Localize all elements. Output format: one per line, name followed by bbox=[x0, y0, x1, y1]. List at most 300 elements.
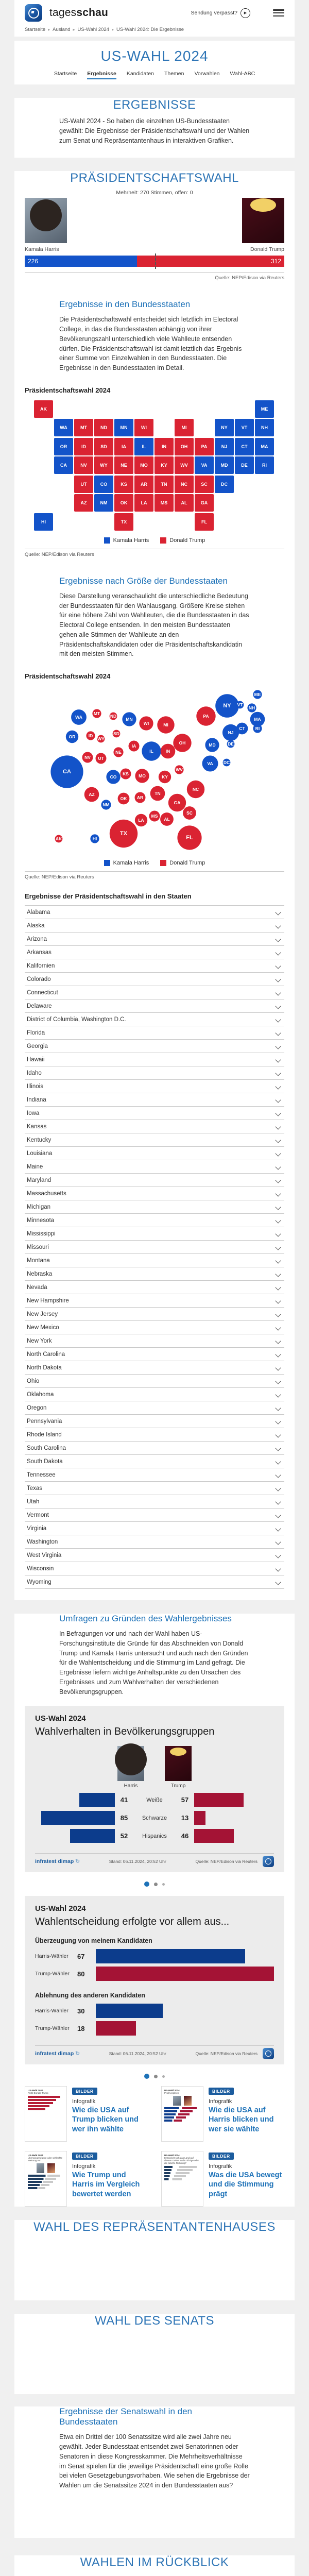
breadcrumb-item[interactable]: Startseite bbox=[25, 27, 46, 32]
demographics-bars bbox=[35, 1791, 274, 1845]
chevron-down-icon bbox=[275, 1325, 281, 1330]
state-tile-NJ[interactable]: NJ bbox=[215, 438, 234, 455]
harris-photo-small bbox=[117, 1746, 144, 1781]
chevron-down-icon bbox=[275, 1499, 281, 1504]
tagesschau-mini-logo bbox=[263, 1856, 274, 1867]
state-accordion-row[interactable] bbox=[25, 1308, 284, 1321]
state-accordion-row[interactable] bbox=[25, 1549, 284, 1562]
state-accordion-label: Wyoming bbox=[27, 1579, 52, 1585]
state-tile-SC[interactable]: SC bbox=[195, 476, 214, 493]
trump-photo bbox=[242, 198, 284, 243]
state-tile-AK[interactable]: AK bbox=[34, 400, 53, 418]
breadcrumb-separator: ▸ bbox=[73, 27, 75, 32]
state-tile-KY[interactable]: KY bbox=[154, 456, 174, 474]
chevron-down-icon bbox=[275, 1284, 281, 1290]
state-tile-AZ[interactable]: AZ bbox=[74, 494, 93, 512]
state-tile-IL[interactable]: IL bbox=[134, 438, 153, 455]
state-accordion-label: Missouri bbox=[27, 1244, 49, 1250]
state-bubble-label: NJ bbox=[228, 730, 234, 735]
state-bubble-label: AK bbox=[55, 836, 62, 841]
sendung-verpasst-label: Sendung verpasst? bbox=[191, 10, 237, 16]
state-tile-OR[interactable]: OR bbox=[54, 438, 73, 455]
breadcrumb-separator: ▸ bbox=[111, 27, 114, 32]
state-accordion-label: Alaska bbox=[27, 922, 45, 929]
state-accordion-label: South Dakota bbox=[27, 1458, 63, 1465]
state-accordion-row[interactable] bbox=[25, 1133, 284, 1147]
state-accordion-row[interactable] bbox=[25, 1026, 284, 1040]
value-label: 18 bbox=[77, 2024, 85, 2032]
state-bubble-label: IN bbox=[165, 749, 170, 754]
state-tile-LA[interactable]: LA bbox=[134, 494, 153, 512]
breadcrumb-separator: ▸ bbox=[48, 27, 50, 32]
cartogram-label: Präsidentschaftswahl 2024 bbox=[25, 672, 111, 680]
state-accordion-label: Kansas bbox=[27, 1123, 47, 1130]
state-accordion-row[interactable] bbox=[25, 1214, 284, 1227]
breadcrumb-item[interactable]: US-Wahl 2024 bbox=[77, 27, 109, 32]
chevron-down-icon bbox=[275, 1298, 281, 1303]
state-accordion-label: Minnesota bbox=[27, 1217, 55, 1224]
state-accordion-row[interactable] bbox=[25, 946, 284, 959]
teaser-card[interactable] bbox=[25, 2086, 148, 2142]
chevron-down-icon bbox=[275, 1512, 281, 1518]
chart-title: Wahlentscheidung erfolgte vor allem aus... bbox=[35, 1916, 230, 1928]
state-accordion-row[interactable] bbox=[25, 1415, 284, 1428]
teaser-title[interactable]: Wie die USA auf Trump blicken und wer ihn wählte bbox=[72, 2106, 139, 2133]
tab-vorwahlen[interactable]: Vorwahlen bbox=[194, 71, 220, 77]
demographics-row bbox=[35, 1827, 274, 1845]
state-tile-WI[interactable]: WI bbox=[134, 419, 153, 436]
title-card bbox=[14, 41, 295, 84]
state-accordion-row[interactable] bbox=[25, 1254, 284, 1267]
breadcrumb-item[interactable]: US-Wahl 2024: Die Ergebnisse bbox=[116, 27, 184, 32]
rep-bar bbox=[96, 1967, 274, 1981]
state-tile-VA[interactable]: VA bbox=[195, 456, 214, 474]
state-accordion-row[interactable] bbox=[25, 1294, 284, 1308]
teaser-title[interactable]: Wie die USA auf Harris blicken und wer sie wählte bbox=[209, 2106, 274, 2133]
chevron-down-icon bbox=[275, 1392, 281, 1397]
state-tile-UT[interactable]: UT bbox=[74, 476, 93, 493]
state-bubble-label: CT bbox=[239, 726, 245, 731]
state-accordion-label: Indiana bbox=[27, 1096, 46, 1103]
state-accordion-row[interactable] bbox=[25, 1321, 284, 1334]
chevron-down-icon bbox=[275, 1539, 281, 1545]
dot[interactable] bbox=[162, 1883, 165, 1886]
state-accordion-row[interactable] bbox=[25, 1388, 284, 1401]
state-accordion-row[interactable] bbox=[25, 1535, 284, 1549]
legend-swatch bbox=[160, 860, 166, 866]
chevron-down-icon bbox=[275, 1177, 281, 1183]
state-tile-CO[interactable]: CO bbox=[94, 476, 113, 493]
legend-swatch bbox=[104, 537, 110, 544]
state-accordion-label: Pennsylvania bbox=[27, 1418, 62, 1425]
group-label: Schwarze bbox=[142, 1815, 167, 1821]
state-tile-TN[interactable]: TN bbox=[154, 476, 174, 493]
state-tile-VT[interactable]: VT bbox=[235, 419, 254, 436]
state-accordion-label: New Jersey bbox=[27, 1311, 58, 1317]
state-bubble-label: WY bbox=[97, 736, 105, 741]
state-accordion-row[interactable] bbox=[25, 1468, 284, 1482]
chevron-down-icon bbox=[275, 1311, 281, 1317]
state-tile-MO[interactable]: MO bbox=[134, 456, 153, 474]
state-tile-WA[interactable]: WA bbox=[54, 419, 73, 436]
state-bubble-label: OR bbox=[68, 734, 76, 739]
state-accordion-label: Washington bbox=[27, 1538, 58, 1545]
demographics-row bbox=[35, 1809, 274, 1827]
state-accordion-row[interactable] bbox=[25, 1428, 284, 1442]
state-bubble-label: IA bbox=[131, 743, 136, 749]
state-accordion-label: Rhode Island bbox=[27, 1431, 62, 1438]
state-tile-IA[interactable]: IA bbox=[114, 438, 133, 455]
state-tile-ND[interactable]: ND bbox=[94, 419, 113, 436]
chevron-down-icon bbox=[275, 1378, 281, 1384]
state-bubble-label: NC bbox=[192, 787, 199, 792]
harris-value: 52 bbox=[120, 1832, 128, 1840]
state-accordion-row[interactable] bbox=[25, 986, 284, 999]
state-tile-MN[interactable]: MN bbox=[114, 419, 133, 436]
state-tile-AL[interactable]: AL bbox=[175, 494, 194, 512]
state-tile-NM[interactable]: NM bbox=[94, 494, 113, 512]
state-accordion-row[interactable] bbox=[25, 999, 284, 1013]
state-tile-MT[interactable]: MT bbox=[74, 419, 93, 436]
group-label: Hispanics bbox=[142, 1833, 167, 1839]
column-label-harris: Harris bbox=[124, 1783, 138, 1789]
play-icon: ▶ bbox=[241, 8, 250, 18]
state-bubble-label: MA bbox=[254, 717, 261, 722]
chevron-down-icon bbox=[275, 1418, 281, 1424]
state-accordion-label: Delaware bbox=[27, 1003, 52, 1009]
rep-bar bbox=[96, 2021, 136, 2036]
dot[interactable] bbox=[154, 2075, 158, 2078]
state-tile-DC[interactable]: DC bbox=[215, 476, 234, 493]
state-tile-OH[interactable]: OH bbox=[175, 438, 194, 455]
state-tile-RI[interactable]: RI bbox=[255, 456, 274, 474]
state-bubble-label: MS bbox=[151, 814, 158, 819]
state-accordion-row[interactable] bbox=[25, 1241, 284, 1254]
state-accordion-row[interactable] bbox=[25, 1455, 284, 1468]
stand-label: Stand: 06.11.2024, 20:52 Uhr bbox=[109, 2051, 166, 2057]
state-accordion-row[interactable] bbox=[25, 1495, 284, 1509]
dot-active[interactable] bbox=[144, 2074, 149, 2079]
state-bubble-label: VA bbox=[207, 761, 213, 766]
state-accordion-label: Kentucky bbox=[27, 1137, 52, 1143]
state-accordion-row[interactable] bbox=[25, 1187, 284, 1200]
state-tile-AR[interactable]: AR bbox=[134, 476, 153, 493]
dot[interactable] bbox=[154, 1883, 158, 1886]
state-accordion-row[interactable] bbox=[25, 1080, 284, 1093]
chevron-down-icon bbox=[275, 1057, 281, 1062]
state-accordion-label: Florida bbox=[27, 1029, 45, 1036]
state-tile-MD[interactable]: MD bbox=[215, 456, 234, 474]
chevron-down-icon bbox=[275, 1030, 281, 1036]
map-section-heading: Ergebnisse in den Bundesstaaten bbox=[59, 299, 191, 310]
chart-kicker: US-Wahl 2024 bbox=[35, 1904, 86, 1913]
state-tile-CT[interactable]: CT bbox=[235, 438, 254, 455]
state-bubble-label: WV bbox=[176, 767, 183, 772]
harris-photo bbox=[25, 198, 67, 243]
dem-bar bbox=[96, 2004, 163, 2018]
state-accordion-row[interactable] bbox=[25, 1442, 284, 1455]
state-accordion-label: Nebraska bbox=[27, 1270, 53, 1277]
state-tile-PA[interactable]: PA bbox=[195, 438, 214, 455]
teaser-thumbnail: US-Wahl 2024 Profilvergleich bbox=[161, 2086, 203, 2142]
chevron-down-icon bbox=[275, 1271, 281, 1277]
state-accordion-row[interactable] bbox=[25, 1227, 284, 1241]
state-accordion-label: Michigan bbox=[27, 1204, 51, 1210]
state-accordion-label: Iowa bbox=[27, 1110, 40, 1116]
bilder-badge: BILDER bbox=[209, 2088, 234, 2095]
map-chart-label: Präsidentschaftswahl 2024 bbox=[25, 386, 111, 394]
state-accordion-row[interactable] bbox=[25, 919, 284, 933]
state-bubble-label: PA bbox=[203, 714, 209, 719]
state-accordion-row[interactable] bbox=[25, 1267, 284, 1281]
state-accordion-row[interactable] bbox=[25, 1160, 284, 1174]
state-tile-OK[interactable]: OK bbox=[114, 494, 133, 512]
state-accordion-row[interactable] bbox=[25, 1522, 284, 1535]
legend-item: Kamala Harris bbox=[104, 860, 149, 866]
state-tile-WV[interactable]: WV bbox=[175, 456, 194, 474]
house-embed-placeholder bbox=[25, 2239, 284, 2300]
state-accordion-label: Colorado bbox=[27, 976, 51, 982]
state-bubble-label: ND bbox=[110, 714, 117, 719]
tab-ergebnisse[interactable]: Ergebnisse bbox=[87, 71, 116, 79]
state-tile-MI[interactable]: MI bbox=[175, 419, 194, 436]
chevron-down-icon bbox=[275, 1351, 281, 1357]
state-bubble-label: WI bbox=[143, 721, 149, 726]
state-accordion-row[interactable] bbox=[25, 1120, 284, 1133]
state-tile-TX[interactable]: TX bbox=[114, 513, 133, 531]
state-tile-NC[interactable]: NC bbox=[175, 476, 194, 493]
umfragen-card bbox=[14, 1614, 295, 2207]
state-accordion-row[interactable] bbox=[25, 1040, 284, 1053]
state-accordion-row[interactable] bbox=[25, 1174, 284, 1187]
breadcrumb-item[interactable]: Ausland bbox=[53, 27, 71, 32]
tagesschau-mini-logo bbox=[263, 2048, 274, 2059]
state-accordion-label: Connecticut bbox=[27, 989, 58, 996]
chevron-down-icon bbox=[275, 963, 281, 969]
tab-themen[interactable]: Themen bbox=[164, 71, 184, 77]
reason-row bbox=[35, 2002, 274, 2020]
state-accordion-label: Virginia bbox=[27, 1525, 47, 1532]
state-tile-CA[interactable]: CA bbox=[54, 456, 73, 474]
group-label: Weiße bbox=[146, 1797, 163, 1803]
state-accordion-row[interactable] bbox=[25, 1482, 284, 1495]
tagesschau-logo-icon[interactable] bbox=[25, 4, 42, 22]
house-card bbox=[14, 2220, 295, 2300]
state-accordion-row[interactable] bbox=[25, 1562, 284, 1575]
retrospect-embed-placeholder bbox=[25, 2574, 284, 2576]
sendung-verpasst-link[interactable] bbox=[191, 8, 250, 18]
chevron-down-icon bbox=[275, 1043, 281, 1049]
teaser-card[interactable] bbox=[161, 2086, 284, 2142]
electoral-bar-chart[interactable] bbox=[25, 256, 284, 267]
state-accordion-row[interactable] bbox=[25, 1401, 284, 1415]
tab-startseite[interactable]: Startseite bbox=[54, 71, 77, 77]
state-accordion-label: Vermont bbox=[27, 1512, 49, 1518]
chevron-down-icon bbox=[275, 1445, 281, 1451]
state-bubble-label: SC bbox=[186, 810, 193, 816]
dot-active[interactable] bbox=[144, 1882, 149, 1887]
state-accordion-label: Oregon bbox=[27, 1404, 47, 1411]
state-accordion-label: South Carolina bbox=[27, 1445, 66, 1451]
chevron-down-icon bbox=[275, 1191, 281, 1196]
state-bubble-label: FL bbox=[186, 835, 193, 841]
state-accordion-row[interactable] bbox=[25, 1066, 284, 1080]
value-label: 67 bbox=[77, 1952, 85, 1960]
teaser-card[interactable] bbox=[161, 2151, 284, 2207]
teaser-thumbnail: US-Wahl 2024 Überwiegend gute oder schlechte Meinung von... bbox=[25, 2151, 67, 2207]
chevron-down-icon bbox=[275, 950, 281, 955]
state-accordion-row[interactable] bbox=[25, 1334, 284, 1348]
reasons-bars bbox=[35, 1937, 274, 2037]
house-heading: WAHL DES REPRÄSENTANTENHAUSES bbox=[33, 2220, 276, 2234]
state-accordion-row[interactable] bbox=[25, 1093, 284, 1107]
carousel-dots[interactable] bbox=[25, 2074, 284, 2079]
chevron-down-icon bbox=[275, 1150, 281, 1156]
state-bubble-label: MD bbox=[209, 742, 216, 748]
legend-swatch bbox=[104, 860, 110, 866]
state-accordion-label: Tennessee bbox=[27, 1471, 56, 1478]
stand-label: Stand: 06.11.2024, 20:52 Uhr bbox=[109, 1859, 166, 1865]
state-accordion-row[interactable] bbox=[25, 933, 284, 946]
state-bubble-label: NY bbox=[223, 703, 231, 709]
trump-bar bbox=[194, 1829, 234, 1843]
harris-value: 41 bbox=[120, 1796, 128, 1804]
voter-group-label: Harris-Wähler bbox=[35, 1953, 68, 1960]
state-accordion-label: Kalifornien bbox=[27, 962, 55, 969]
state-bubble-label: NE bbox=[115, 750, 122, 755]
chevron-down-icon bbox=[275, 936, 281, 942]
teaser-kicker: Infografik bbox=[209, 2098, 232, 2105]
cartogram-text: Diese Darstellung veranschaulicht die unterschiedliche Bedeutung der Bundesstaaten für den Wahlausgang. Größere Kreise stehen für eine höhere Zahl von Wahlleuten, die die Bundesstaaten in das Electoral College entsenden. In den meisten Bundesstaaten gehen alle Stimmen der Wahlleute an den Präsidentschaftskandidaten oder die Präsidentschaftskandidatin mit den meisten Stimmen. bbox=[59, 592, 249, 658]
chevron-down-icon bbox=[275, 923, 281, 928]
intro-text: US-Wahl 2024 - So haben die einzelnen US-Bundesstaaten gewählt: Die Ergebnisse der Präsidentschaftswahl und der Wahlen zum Senat und Repräsentantenhaus in interaktiven Grafiken. bbox=[59, 117, 250, 144]
state-accordion-row[interactable] bbox=[25, 1348, 284, 1361]
chevron-down-icon bbox=[275, 1083, 281, 1089]
chevron-down-icon bbox=[275, 1258, 281, 1263]
tab-wahl-abc[interactable]: Wahl-ABC bbox=[230, 71, 255, 77]
state-accordion-row[interactable] bbox=[25, 1509, 284, 1522]
state-accordion-row[interactable] bbox=[25, 1107, 284, 1120]
state-accordion-label: District of Columbia, Washington D.C. bbox=[27, 1016, 126, 1023]
value-label: 30 bbox=[77, 2007, 85, 2015]
state-tile-GA[interactable]: GA bbox=[195, 494, 214, 512]
chevron-down-icon bbox=[275, 1217, 281, 1223]
state-bubble-label: HI bbox=[92, 836, 97, 841]
state-bubble-label: LA bbox=[138, 818, 144, 823]
harris-value: 85 bbox=[120, 1814, 128, 1822]
state-accordion-row[interactable] bbox=[25, 959, 284, 973]
state-bubble-label: WA bbox=[75, 715, 82, 720]
state-tile-DE[interactable]: DE bbox=[235, 456, 254, 474]
states-accordion-heading: Ergebnisse der Präsidentschaftswahl in den Staaten bbox=[25, 892, 192, 900]
state-bubble-label: VT bbox=[237, 702, 243, 707]
teaser-title[interactable]: Wie Trump und Harris im Vergleich bewertet werden bbox=[72, 2171, 140, 2198]
state-tile-NY[interactable]: NY bbox=[215, 419, 234, 436]
state-tile-MA[interactable]: MA bbox=[255, 438, 274, 455]
state-tile-NV[interactable]: NV bbox=[74, 456, 93, 474]
us-states-cartogram[interactable] bbox=[25, 685, 284, 854]
state-accordion-row[interactable] bbox=[25, 1375, 284, 1388]
chevron-down-icon bbox=[275, 1124, 281, 1129]
teaser-kicker: Infografik bbox=[72, 2098, 96, 2105]
carousel-dots[interactable] bbox=[25, 1882, 284, 1887]
senate-card bbox=[14, 2314, 295, 2394]
page-title: US-WAHL 2024 bbox=[100, 48, 209, 64]
state-tile-KS[interactable]: KS bbox=[114, 476, 133, 493]
voter-group-label: Trump-Wähler bbox=[35, 2025, 70, 2032]
chevron-down-icon bbox=[275, 1016, 281, 1022]
state-accordion-row[interactable] bbox=[25, 973, 284, 986]
state-accordion-row[interactable] bbox=[25, 1147, 284, 1160]
harris-bar bbox=[70, 1829, 115, 1843]
chart-title: Wahlverhalten in Bevölkerungsgruppen bbox=[35, 1726, 215, 1738]
chevron-down-icon bbox=[275, 976, 281, 982]
majority-marker bbox=[155, 253, 156, 269]
state-tile-ID[interactable]: ID bbox=[74, 438, 93, 455]
state-tile-FL[interactable]: FL bbox=[195, 513, 214, 531]
state-tile-WY[interactable]: WY bbox=[94, 456, 113, 474]
states-accordion bbox=[25, 905, 284, 1589]
state-accordion-label: West Virginia bbox=[27, 1552, 62, 1558]
state-accordion-row[interactable] bbox=[25, 1281, 284, 1294]
dot[interactable] bbox=[162, 2075, 165, 2078]
tagesschau-wordmark[interactable]: tagesschau bbox=[49, 7, 109, 19]
state-tile-HI[interactable]: HI bbox=[34, 513, 53, 531]
trump-bar: 312 bbox=[137, 256, 284, 267]
chevron-down-icon bbox=[275, 1244, 281, 1250]
us-states-map[interactable] bbox=[34, 400, 275, 531]
state-tile-NH[interactable]: NH bbox=[255, 419, 274, 436]
teaser-card[interactable] bbox=[25, 2151, 148, 2207]
trump-bar bbox=[194, 1811, 205, 1825]
retrospect-card bbox=[14, 2555, 295, 2576]
umfragen-heading: Umfragen zu Gründen des Wahlergebnisses bbox=[59, 1614, 232, 1623]
umfragen-text: In Befragungen vor und nach der Wahl haben US-Forschungsinstitute die Gründe für das Abschneiden von Donald Trump und Kamala Harris untersucht und auch nach den Gründen für die Wahlentscheidung und die Stimmung im Land gefragt. Die Ergebnisse liefern wichtige Anhaltspunkte zu den Ursachen des Ergebnisses und zum Wahlverhalten der verschiedenen Bevölkerungsgruppen. bbox=[59, 1630, 248, 1696]
state-accordion-row[interactable] bbox=[25, 1575, 284, 1589]
trump-name: Donald Trump bbox=[250, 246, 284, 253]
hamburger-menu-icon[interactable] bbox=[273, 9, 284, 16]
reason-group-label: Ablehnung des anderen Kandidaten bbox=[35, 1992, 145, 1999]
state-bubble-label: CO bbox=[110, 774, 117, 779]
chart-kicker: US-Wahl 2024 bbox=[35, 1714, 86, 1723]
state-accordion-row[interactable] bbox=[25, 1200, 284, 1214]
state-bubble-label: NM bbox=[102, 802, 110, 807]
state-accordion-row[interactable] bbox=[25, 1053, 284, 1066]
voter-group-label: Harris-Wähler bbox=[35, 2008, 68, 2014]
state-accordion-row[interactable] bbox=[25, 1013, 284, 1026]
state-tile-IN[interactable]: IN bbox=[154, 438, 174, 455]
teaser-title[interactable]: Was die USA bewegt und die Stimmung prägt bbox=[209, 2171, 282, 2198]
teaser-kicker: Infografik bbox=[209, 2163, 232, 2170]
legend-item: Donald Trump bbox=[160, 860, 205, 866]
tab-kandidaten[interactable]: Kandidaten bbox=[126, 71, 154, 77]
teaser-thumbnail: US-Wahl 2024 Entwickelt sich das Land auf diesem Gebiet in die richtige oder die falsche Richtung? bbox=[161, 2151, 203, 2207]
state-tile-MS[interactable]: MS bbox=[154, 494, 174, 512]
column-label-trump: Trump bbox=[170, 1783, 186, 1789]
state-accordion-row[interactable] bbox=[25, 905, 284, 919]
state-bubble-label: NV bbox=[84, 755, 91, 760]
chevron-down-icon bbox=[275, 1110, 281, 1116]
state-tile-ME[interactable]: ME bbox=[255, 400, 274, 418]
harris-bar: 226 bbox=[25, 256, 137, 267]
state-accordion-row[interactable] bbox=[25, 1361, 284, 1375]
senate-embed-placeholder bbox=[25, 2332, 284, 2394]
president-card bbox=[14, 171, 295, 1600]
state-tile-SD[interactable]: SD bbox=[94, 438, 113, 455]
retrospect-heading: WAHLEN IM RÜCKBLICK bbox=[80, 2555, 229, 2569]
cartogram-legend bbox=[25, 860, 284, 866]
state-tile-NE[interactable]: NE bbox=[114, 456, 133, 474]
